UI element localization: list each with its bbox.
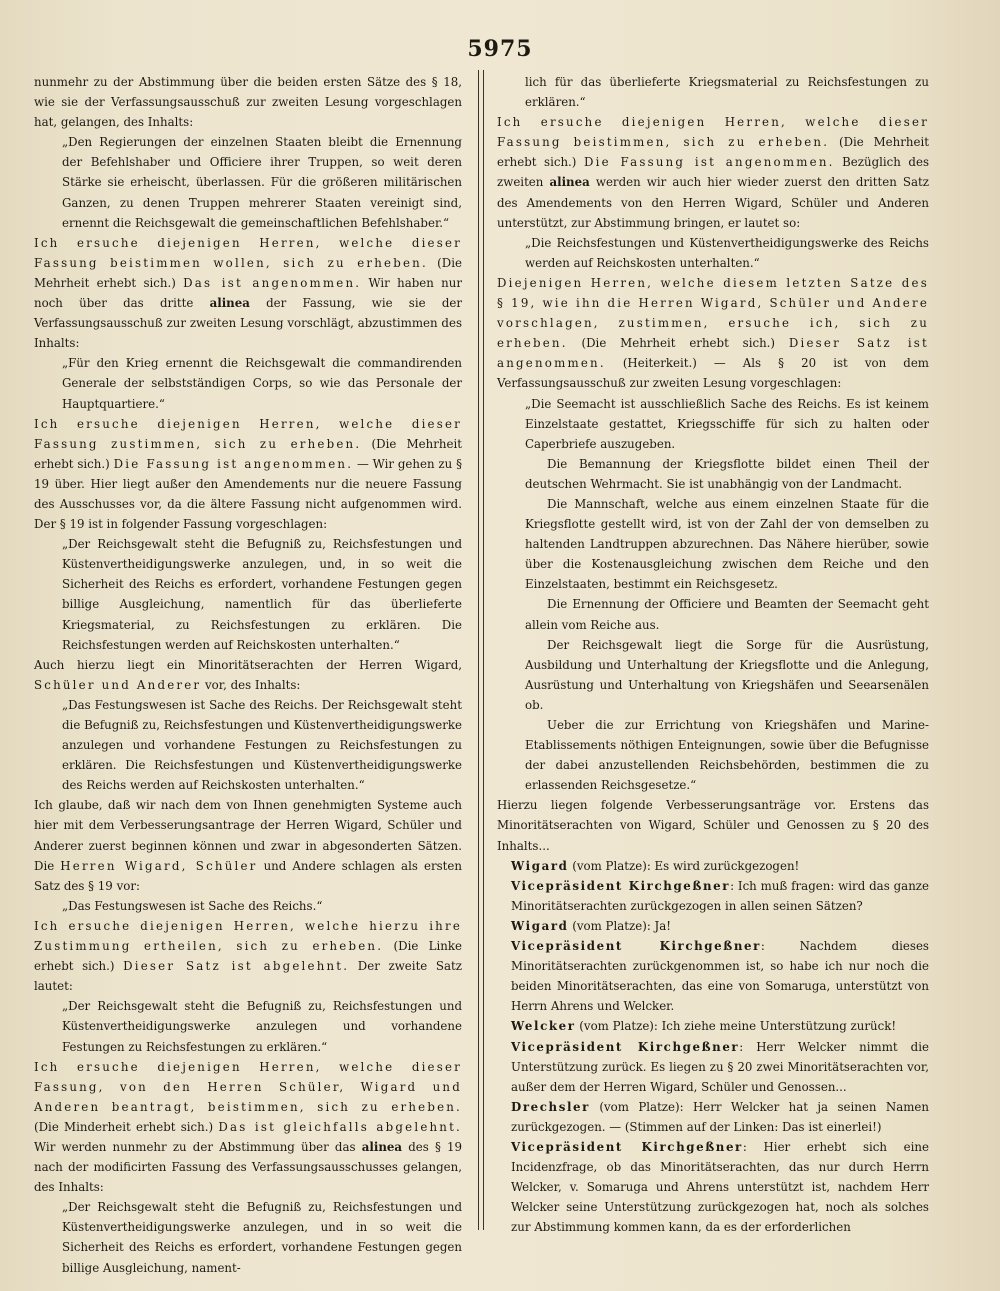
speaker-paragraph: Welcker (vom Platze): Ich ziehe meine Unterstützung zurück! [511,1019,897,1034]
speaker-name: Drechsler [511,1099,590,1114]
quoted-text: Der Reichsgewalt liegt die Sorge für die Ausrüstung, Ausbildung und Unterhaltung der Kriegsflotte und die Anlegung, Ausrüstung und Unterhaltung von Kriegshäfen und Seearsenälen ob. [525,637,929,712]
speaker-name: Wigard [511,918,569,933]
quoted-text: „Der Reichsgewalt steht die Befugniß zu, Reichsfestungen und Küstenvertheidigungswerke anzulegen und vorhandene Festungen zu Reichsfestungen zu erklären.“ [62,999,462,1054]
speaker-name: Vicepräsident Kirchgeßner [511,1039,740,1054]
paragraph: Ich ersuche diejenigen Herren, welche hierzu ihre Zustimmung ertheilen, sich zu erheben. (Die Linke erhebt sich.) Dieser Satz ist abgelehnt. Der zweite Satz lautet: [34,918,462,994]
speaker-paragraph: Wigard (vom Platze): Es wird zurückgezogen! [511,858,800,873]
quoted-text: Die Ernennung der Officiere und Beamten der Seemacht geht allein vom Reiche aus. [525,597,929,632]
quoted-text: „Für den Krieg ernennt die Reichsgewalt die commandirenden Generale der selbstständigen Corps, so wie das Personale der Hauptquartiere.“ [62,356,462,411]
paragraph: Ich glaube, daß wir nach dem von Ihnen genehmigten Systeme auch hier mit dem Verbesserungsantrage der Herren Wigard, Schüler und Anderer zuerst beginnen können und zwar in abgesonderten Sätzen. Die Herren Wigard, Schüler und Andere schlagen als ersten Satz des § 19 vor: [34,798,462,893]
paragraph: Diejenigen Herren, welche diesem letzten Satze des § 19, wie ihn die Herren Wigard, Schüler und Andere vorschlagen, zustimmen, ersuche ich, sich zu erheben. (Die Mehrheit erhebt sich.) Dieser Satz ist angenommen. (Heiterkeit.) — Als § 20 ist von dem Verfassungsausschuß zur zweiten Lesung vorgeschlagen: [497,275,929,391]
quoted-text: „Den Regierungen der einzelnen Staaten bleibt die Ernennung der Befehlshaber und Officiere ihrer Truppen, so weit deren Stärke sie erheischt, überlassen. Für die größeren militärischen Ganzen, zu denen Truppen mehrerer Staaten vereinigt sind, ernennt die Reichsgewalt die gemeinschaftlichen Befehlshaber.“ [62,135,462,230]
quoted-text: Die Mannschaft, welche aus einem einzelnen Staate für die Kriegsflotte gestellt wird, ist von der Zahl der von demselben zu haltenden Landtruppen abzurechnen. Das Nähere hierüber, sowie über die Kostenausgleichung zwischen dem Reiche und den Einzelstaaten, bestimmt ein Reichsgesetz. [525,496,929,592]
quoted-text: lich für das überlieferte Kriegsmaterial zu Reichsfestungen zu erklären.“ [525,75,929,110]
paragraph: nunmehr zu der Abstimmung über die beiden ersten Sätze des § 18, wie sie der Verfassungsausschuß zur zweiten Lesung vorgeschlagen hat, gelangen, des Inhalts: [34,75,462,130]
quoted-text: Ueber die zur Errichtung von Kriegshäfen und Marine-Etablissements nöthigen Enteignungen, sowie über die Befugnisse der dabei anzustellenden Reichsbehörden, bestimmen die zu erlassenden Reichsgesetze.“ [525,718,929,793]
speaker-name: Vicepräsident Kirchgeßner [511,878,731,893]
speaker-paragraph: Wigard (vom Platze): Ja! [511,918,672,933]
speaker-paragraph: Drechsler (vom Platze): Herr Welcker hat ja seinen Namen zurückgezogen. — (Stimmen auf der Linken: Das ist einerlei!) [511,1099,929,1134]
speaker-paragraph: Vicepräsident Kirchgeßner: Hier erhebt sich eine Incidenzfrage, ob das Minoritätserachten, das nur durch Herrn Welcker, v. Somaruga und Ahrens unterstützt ist, nachdem Herr Welcker seine Unterstützung zurückgezogen hat, noch als solches zur Abstimmung kommen kann, da es der erforderlichen [511,1139,929,1235]
quoted-text: „Das Festungswesen ist Sache des Reichs. Der Reichsgewalt steht die Befugniß zu, Reichsfestungen und Küstenvertheidigungswerke anzulegen und vorhandene Festungen zu Reichsfestungen zu erklären. Die Reichsfestungen und Küstenvertheidigungswerke des Reichs werden auf Reichskosten unterhalten.“ [62,697,462,793]
speaker-paragraph: Vicepräsident Kirchgeßner: Ich muß fragen: wird das ganze Minoritätserachten zurückgezogen in allen seinen Sätzen? [511,878,929,913]
speaker-paragraph: Vicepräsident Kirchgeßner: Nachdem dieses Minoritätserachten zurückgenommen ist, so habe ich nur noch die beiden Minoritätserachten, das eine von Somaruga, unterstützt von Herrn Ahrens und Welcker. [511,939,929,1014]
quoted-text: „Die Seemacht ist ausschließlich Sache des Reichs. Es ist keinem Einzelstaate gestattet, Kriegsschiffe für sich zu halten oder Caperbriefe auszugeben. [525,396,929,451]
paragraph: Ich ersuche diejenigen Herren, welche dieser Fassung zustimmen, sich zu erheben. (Die Mehrheit erhebt sich.) Die Fassung ist angenommen. — Wir gehen zu § 19 über. Hier liegt außer den Amendements nur die neuere Fassung des Ausschusses vor, da die ältere Fassung nicht aufgenommen wird. Der § 19 ist in folgender Fassung vorgeschlagen: [34,416,462,532]
paragraph: Hierzu liegen folgende Verbesserungsanträge vor. Erstens das Minoritätserachten von Wigard, Schüler und Genossen zu § 20 des Inhalts... [497,798,929,853]
quoted-text: Die Bemannung der Kriegsflotte bildet einen Theil der deutschen Wehrmacht. Sie ist unabhängig von der Landmacht. [525,456,929,491]
paragraph: Ich ersuche diejenigen Herren, welche dieser Fassung beistimmen, sich zu erheben. (Die Mehrheit erhebt sich.) Die Fassung ist angenommen. Bezüglich des zweiten alinea werden wir auch hier wieder zuerst den dritten Satz des Amendements von den Herren Wigard, Schüler und Anderen unterstützt, zur Abstimmung bringen, er lautet so: [497,115,929,230]
quoted-text: „Der Reichsgewalt steht die Befugniß zu, Reichsfestungen und Küstenvertheidigungswerke anzulegen, und, in so weit die Sicherheit des Reichs es erfordert, vorhandene Festungen gegen billige Ausgleichung, namentlich für das überlieferte Kriegsmaterial, zu Reichsfestungen zu erklären. Die Reichsfestungen werden auf Reichskosten unterhalten.“ [62,537,462,652]
paragraph: Auch hierzu liegt ein Minoritätserachten der Herren Wigard, Schüler und Anderer vor, des Inhalts: [34,657,462,692]
left-column [34,72,462,1278]
speaker-paragraph: Vicepräsident Kirchgeßner: Herr Welcker nimmt die Unterstützung zurück. Es liegen zu § 20 zwei Minoritätserachten vor, außer dem der Herren Wigard, Schüler und Genossen... [511,1039,929,1094]
speaker-name: Vicepräsident Kirchgeßner [511,939,761,954]
quoted-text: „Das Festungswesen ist Sache des Reichs.“ [62,898,323,913]
page-number: 5975 [467,36,533,62]
quoted-text: „Der Reichsgewalt steht die Befugniß zu, Reichsfestungen und Küstenvertheidigungswerke anzulegen, und in so weit die Sicherheit des Reichs es erfordert, vorhandene Festungen gegen billige Ausgleichung, nament- [62,1200,462,1275]
speaker-name: Vicepräsident Kirchgeßner [511,1139,743,1154]
speaker-name: Welcker [511,1019,576,1034]
column-divider [478,70,484,1230]
right-column [497,72,929,1237]
quoted-text: „Die Reichsfestungen und Küstenvertheidigungswerke des Reichs werden auf Reichskosten unterhalten.“ [525,235,929,270]
paragraph: Ich ersuche diejenigen Herren, welche dieser Fassung beistimmen wollen, sich zu erheben. (Die Mehrheit erhebt sich.) Das ist angenommen. Wir haben nur noch über das dritte alinea der Fassung, wie sie der Verfassungsausschuß zur zweiten Lesung vorschlägt, abzustimmen des Inhalts: [34,235,462,351]
speaker-name: Wigard [511,858,569,873]
paragraph: Ich ersuche diejenigen Herren, welche dieser Fassung, von den Herren Schüler, Wigard und Anderen beantragt, beistimmen, sich zu erheben. (Die Minderheit erhebt sich.) Das ist gleichfalls abgelehnt. Wir werden nunmehr zu der Abstimmung über das alinea des § 19 nach der modificirten Fassung des Verfassungsausschusses gelangen, des Inhalts: [34,1059,463,1195]
